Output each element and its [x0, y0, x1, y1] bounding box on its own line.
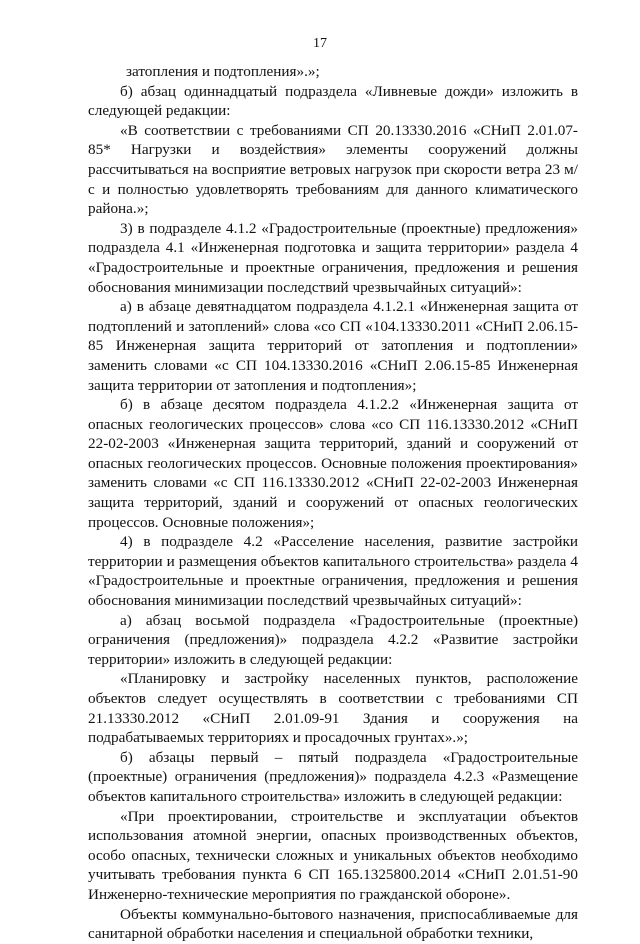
document-body: [88, 62, 578, 944]
paragraph-utility-objects: Объекты коммунально-бытового назначения, приспосабливаемые для санитарной обработки населения и специальной обработки техники,: [88, 905, 578, 943]
paragraph-item-3a: а) в абзаце девятнадцатом подраздела 4.1.2.1 «Инженерная защита от подтоплений и затоплений» слова «со СП «104.13330.2011 «СНиП 2.06.15-85 Инженерная защита территорий от затопления и подтоплении» заменить словами «с СП 104.13330.2016 «СНиП 2.06.15-85 Инженерная защита территории от затопления и подтопления»;: [88, 298, 578, 394]
paragraph-item-b-rain: б) абзац одиннадцатый подраздела «Ливневые дожди» изложить в следующей редакции:: [88, 82, 578, 120]
paragraph-item-3b: б) в абзаце десятом подраздела 4.1.2.2 «Инженерная защита от опасных геологических процессов» слова «со СП 116.13330.2012 «СНиП 22-02-2003 «Инженерная защита территорий, зданий и сооружений от опасных геологических процессов. Основные положения проектирования» заменить словами «с СП 116.13330.2012 «СНиП 22-02-2003 Инженерная защита территорий, зданий и сооружений от опасных геологических процессов. Основные положения»;: [88, 396, 578, 531]
paragraph-quote-design: «При проектировании, строительстве и эксплуатации объектов использования атомной энергии, опасных производственных объектов, особо опасных, технически сложных и уникальных объектов необходимо учитывать требования пункта 6 СП 165.1325800.2014 «СНиП 2.01.51-90 Инженерно-технические мероприятия по гражданской обороне».: [88, 807, 578, 903]
paragraph-quote-planning: «Планировку и застройку населенных пунктов, расположение объектов следует осуществлять в соответствии с требованиями СП 21.13330.2012 «СНиП 2.01.09-91 Здания и сооружения на подрабатываемых территориях и просадочных грунтах».»;: [88, 670, 578, 747]
paragraph-quote-wind-loads: «В соответствии с требованиями СП 20.13330.2016 «СНиП 2.01.07-85* Нагрузки и воздействия» элементы сооружений должны рассчитываться на восприятие ветровых нагрузок при скорости ветра 23 м/с и полностью удовлетворять требованиям для данного климатического района.»;: [88, 121, 578, 218]
paragraph-item-4a: а) абзац восьмой подраздела «Градостроительные (проектные) ограничения (предложения)» подраздела 4.2.2 «Развитие застройки территории» изложить в следующей редакции:: [88, 611, 578, 668]
paragraph-item-4: 4) в подразделе 4.2 «Расселение населения, развитие застройки территории и размещения объектов капитального строительства» раздела 4 «Градостроительные и проектные ограничения, предложения и решения обоснования минимизации последствий чрезвычайных ситуаций»:: [88, 533, 578, 610]
page-number: 17: [313, 36, 327, 51]
paragraph-item-3: 3) в подразделе 4.1.2 «Градостроительные (проектные) предложения» подраздела 4.1 «Инженерная подготовка и защита территории» раздела 4 «Градостроительные и проектные ограничения, предложения и решения обоснования минимизации последствий чрезвычайных ситуаций»:: [88, 219, 578, 296]
paragraph-item-4b: б) абзацы первый – пятый подраздела «Градостроительные (проектные) ограничения (предложения)» подраздела 4.2.3 «Размещение объектов капитального строительства» изложить в следующей редакции:: [88, 748, 578, 805]
paragraph-continuation: затопления и подтопления».»;: [126, 63, 320, 80]
